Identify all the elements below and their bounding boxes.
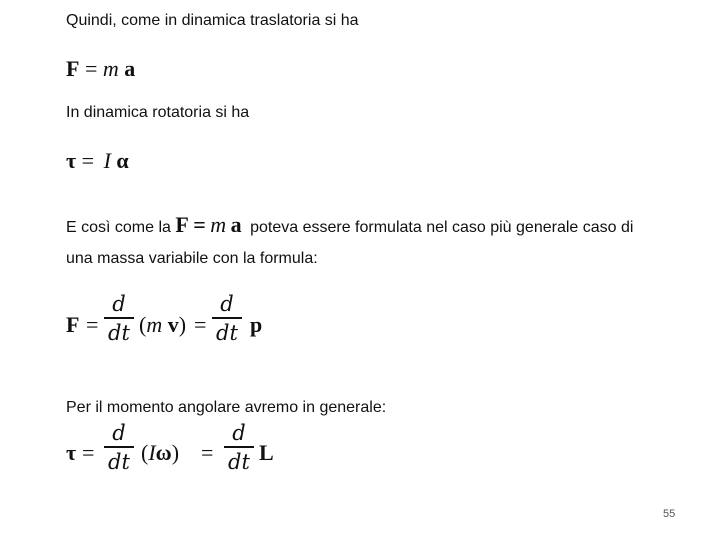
inline-mass-symbol: m [210, 212, 227, 237]
equals-sign-2: = [201, 440, 214, 465]
equals-sign: = [86, 312, 99, 337]
fraction-denominator: dt [216, 320, 238, 345]
rotation-intro-text: In dinamica rotatoria si ha [66, 104, 250, 121]
paragraph-part1: E così come la [66, 219, 171, 236]
fraction-bar [104, 446, 134, 448]
mass-symbol: m [146, 312, 163, 337]
omega-symbol: ω [155, 440, 172, 465]
inline-equals-sign: = [193, 212, 206, 237]
paren-close: ) [178, 312, 187, 337]
momentum-symbol: p [250, 312, 263, 337]
momentum-expression [139, 312, 186, 338]
fraction-denominator: dt [108, 320, 130, 345]
derivative-fraction [104, 292, 134, 345]
equals-sign: = [84, 56, 98, 81]
derivative-fraction [104, 421, 134, 474]
page-number: 55 [663, 508, 676, 520]
fraction-numerator: d [112, 292, 126, 316]
intro-text: Quindi, come in dinamica traslatoria si ha [66, 12, 359, 29]
equals-sign: = [82, 440, 95, 465]
torque-symbol: τ [66, 148, 77, 173]
fraction-bar [212, 317, 242, 319]
inertia-symbol: I [148, 440, 156, 465]
equals-sign: = [81, 148, 95, 173]
equation-rotation [66, 148, 129, 174]
fraction-bar [224, 446, 254, 448]
velocity-symbol: v [167, 312, 179, 337]
alpha-symbol: α [116, 148, 129, 173]
fraction-bar [104, 317, 134, 319]
inertia-symbol: I [103, 148, 111, 173]
equals-sign-2: = [194, 312, 207, 337]
inline-force-symbol: F [175, 212, 189, 237]
equation-newton [66, 56, 135, 82]
fraction-denominator: dt [108, 449, 130, 474]
paragraph-line-2: una massa variabile con la formula: [66, 250, 318, 267]
angular-intro-text: Per il momento angolare avremo in generale: [66, 399, 387, 416]
derivative-fraction-2 [224, 421, 254, 474]
acceleration-symbol: a [124, 56, 136, 81]
derivative-fraction-2 [212, 292, 242, 345]
mass-symbol: m [102, 56, 119, 81]
force-symbol: F [66, 312, 80, 337]
paragraph-line-1 [66, 212, 633, 238]
paren-open: ( [139, 312, 147, 337]
fraction-numerator: d [220, 292, 234, 316]
fraction-denominator: dt [228, 449, 250, 474]
fraction-numerator: d [112, 421, 126, 445]
inline-acceleration-symbol: a [230, 212, 242, 237]
fraction-numerator: d [232, 421, 246, 445]
paren-open: ( [141, 440, 149, 465]
angular-expression [141, 440, 179, 466]
paragraph-part2: poteva essere formulata nel caso più generale caso di [250, 219, 634, 236]
paren-close: ) [171, 440, 180, 465]
force-symbol: F [66, 56, 80, 81]
torque-symbol: τ [66, 440, 77, 465]
angular-momentum-symbol: L [259, 440, 274, 465]
